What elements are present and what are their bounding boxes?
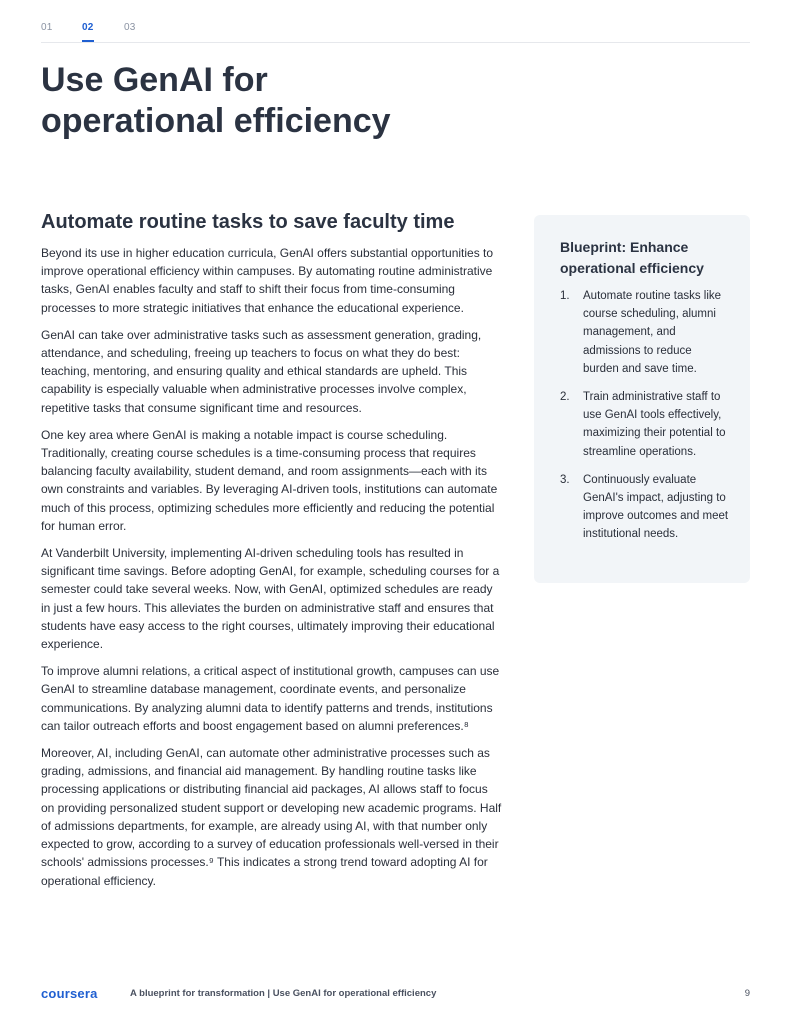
- body-text: [41, 244, 503, 899]
- section-tabs: [41, 22, 750, 43]
- list-item-number: 3.: [560, 473, 570, 486]
- page-footer: [41, 986, 750, 1002]
- sidebar-title: Blueprint: Enhance operational efficiency: [560, 239, 704, 276]
- body-paragraph: To improve alumni relations, a critical aspect of institutional growth, campuses can use GenAI to streamline database management, coordinate events, and personalize communications. By analyzing alumni data to identify patterns and trends, institutions can tailor outreach efforts and boost engagement based on alumni preferences.⁸: [41, 664, 500, 733]
- body-paragraph: Beyond its use in higher education curricula, GenAI offers substantial opportunities to improve operational efficiency within campuses. By automating routine administrative tasks, GenAI enables faculty and staff to shift their focus from time-consuming processes to more strategic initiatives that enhance the educational experience.: [41, 246, 494, 315]
- section-heading: Automate routine tasks to save faculty time: [41, 211, 455, 233]
- tab-03[interactable]: 03: [124, 22, 136, 33]
- body-paragraph: Moreover, AI, including GenAI, can automate other administrative processes such as grading, admissions, and financial aid management. By handling routine tasks like processing applications or distributing financial aid packages, AI allows staff to focus on providing personalized student support or developing new academic programs. Half of admissions departments, for example, are already using AI, with that number only expected to grow, according to a survey of education professionals well-versed in their schools' admissions processes.⁹ This indicates a strong trend toward adopting AI for operational efficiency.: [41, 746, 502, 888]
- body-paragraph: One key area where GenAI is making a notable impact is course scheduling. Traditionally, creating course schedules is a time-consuming process that requires balancing faculty availability, student demand, and room assignments—each with its own constraints and variables. By leveraging AI-driven tools, institutions can automate much of this process, optimizing schedules more efficiently and reducing the potential for human error.: [41, 427, 498, 533]
- list-item-text: Continuously evaluate GenAI's impact, adjusting to improve outcomes and meet institutional needs.: [583, 473, 729, 541]
- body-paragraph: At Vanderbilt University, implementing AI-driven scheduling tools has resulted in significant time savings. Before adopting GenAI, for example, scheduling courses for a semester could take several weeks. Now, with GenAI, optimized schedules are ready in just a few hours. This alleviates the burden on administrative staff and ensures that students have easy access to the right courses, ultimately improving their educational experience.: [41, 546, 500, 652]
- list-item-text: Automate routine tasks like course scheduling, alumni management, and admissions to reduce burden and save time.: [583, 290, 722, 375]
- list-item: [560, 287, 730, 378]
- list-item: [560, 471, 730, 544]
- list-item: [560, 388, 730, 461]
- page-title: [41, 60, 501, 142]
- body-paragraph: GenAI can take over administrative tasks such as assessment generation, grading, attendance, and scheduling, freeing up teachers to focus on what they do best: teaching, mentoring, and ensuring quality and ethical standards are upheld. This capability is especially valuable when administrative processes involve complex, repetitive tasks that consume significant time and resources.: [41, 327, 482, 415]
- tab-01[interactable]: 01: [41, 22, 53, 33]
- page-title-line-1: Use GenAI for: [41, 61, 268, 99]
- page-number: 9: [744, 988, 750, 999]
- tab-02[interactable]: 02: [82, 22, 94, 33]
- footer-text: A blueprint for transformation | Use GenAI for operational efficiency: [130, 988, 437, 999]
- blueprint-sidebar: [534, 215, 750, 583]
- page-title-line-2: operational efficiency: [41, 102, 391, 140]
- list-item-text: Train administrative staff to use GenAI tools effectively, maximizing their potential to streamline operations.: [583, 391, 726, 458]
- coursera-logo[interactable]: coursera: [41, 986, 98, 1001]
- list-item-number: 1.: [560, 290, 570, 302]
- list-item-number: 2.: [560, 391, 570, 404]
- blueprint-list: [560, 287, 730, 554]
